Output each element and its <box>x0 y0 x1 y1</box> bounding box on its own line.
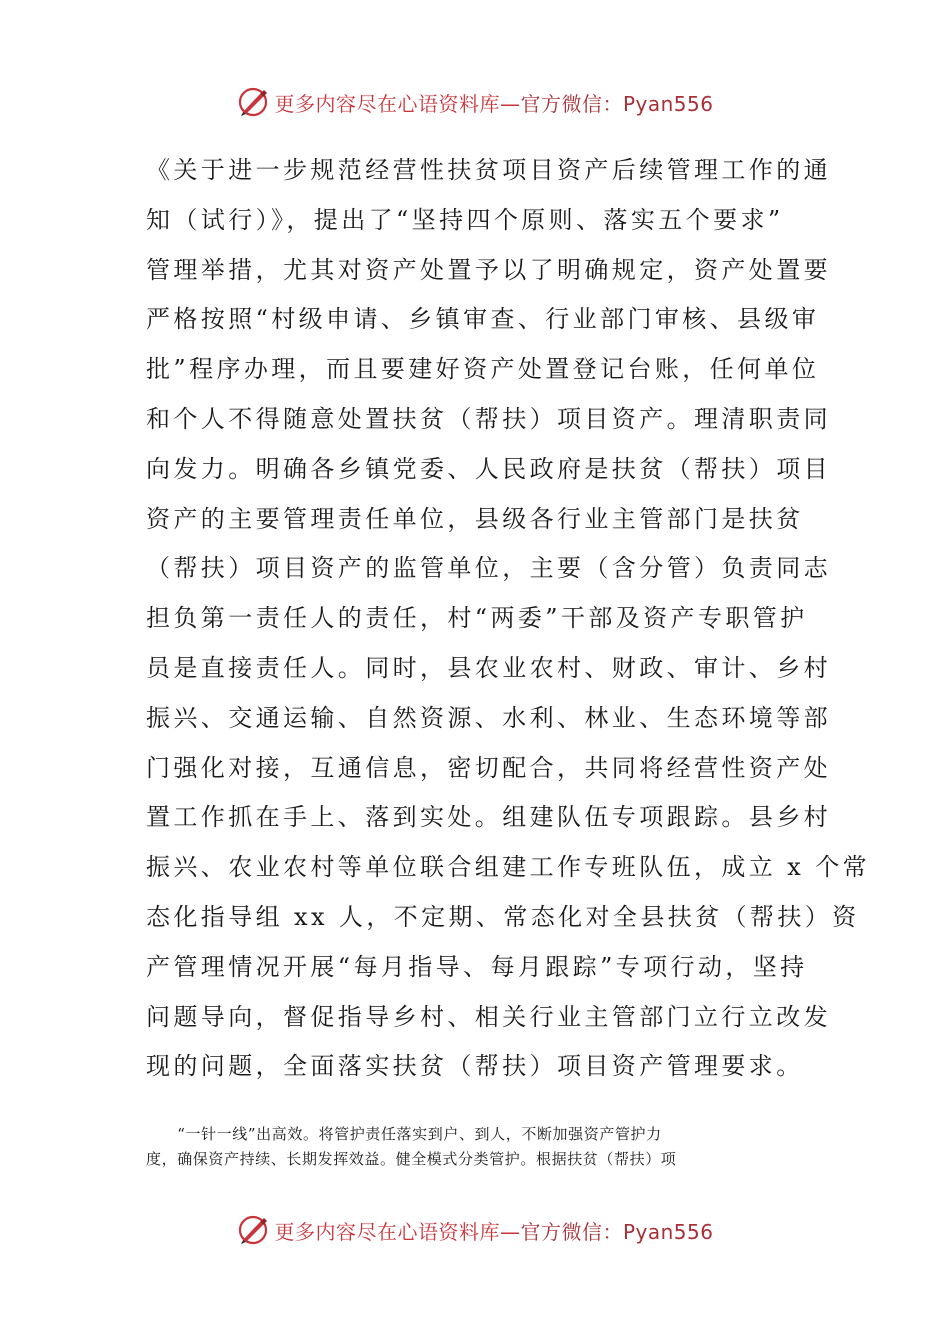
body-line: 向发力。明确各乡镇党委、人民政府是扶贫（帮扶）项目 <box>146 454 831 483</box>
body-line: 产管理情况开展“每月指导、每月跟踪”专项行动，坚持 <box>146 952 808 981</box>
banner-text <box>274 1216 713 1245</box>
body-line: 严格按照“村级申请、乡镇审查、行业部门审核、县级审 <box>146 305 820 334</box>
body-line: （帮扶）项目资产的监管单位，主要（含分管）负责同志 <box>146 554 831 583</box>
pen-logo-icon <box>236 85 270 119</box>
banner-main-text: 更多内容尽在心语资料库— <box>274 91 521 116</box>
body-line: 批”程序办理，而且要建好资产处置登记台账，任何单位 <box>146 355 820 384</box>
body-line: 和个人不得随意处置扶贫（帮扶）项目资产。理清职责同 <box>146 404 831 433</box>
body-line: 管理举措，尤其对资产处置予以了明确规定，资产处置要 <box>146 255 831 284</box>
body-line: 知（试行）》，提出了“坚持四个原则、落实五个要求” <box>146 205 784 234</box>
banner-wechat-text: 官方微信：Pyan556 <box>520 1219 714 1244</box>
body-line: 担负第一责任人的责任，村“两委”干部及资产专职管护 <box>146 604 808 633</box>
body-line: 振兴、农业农村等单位联合组建工作专班队伍，成立 x 个常 <box>146 853 870 882</box>
banner-wechat-text: 官方微信：Pyan556 <box>520 91 714 116</box>
body-line: 态化指导组 xx 人，不定期、常态化对全县扶贫（帮扶）资 <box>146 902 860 931</box>
body-line: 置工作抓在手上、落到实处。组建队伍专项跟踪。县乡村 <box>146 803 831 832</box>
small-line: 度，确保资产持续、长期发挥效益。健全模式分类管护。根据扶贫（帮扶）项 <box>146 1150 677 1168</box>
banner-text <box>274 88 713 117</box>
body-line: 《关于进一步规范经营性扶贫项目资产后续管理工作的通 <box>146 156 831 184</box>
body-paragraph <box>146 146 870 1092</box>
pen-logo-icon <box>236 1213 270 1247</box>
small-line: “一针一线”出高效。将管护责任落实到户、到人，不断加强资产管护力 <box>146 1125 662 1143</box>
body-line: 员是直接责任人。同时，县农业农村、财政、审计、乡村 <box>146 653 831 682</box>
continuation-paragraph <box>146 1122 806 1172</box>
header-banner <box>0 82 950 122</box>
body-line: 资产的主要管理责任单位，县级各行业主管部门是扶贫 <box>146 504 804 533</box>
banner-main-text: 更多内容尽在心语资料库— <box>274 1219 521 1244</box>
body-line: 门强化对接，互通信息，密切配合，共同将经营性资产处 <box>146 753 831 782</box>
footer-banner <box>0 1210 950 1250</box>
body-line: 问题导向，督促指导乡村、相关行业主管部门立行立改发 <box>146 1002 831 1031</box>
body-line: 振兴、交通运输、自然资源、水利、林业、生态环境等部 <box>146 703 831 732</box>
body-line: 现的问题，全面落实扶贫（帮扶）项目资产管理要求。 <box>146 1052 804 1081</box>
